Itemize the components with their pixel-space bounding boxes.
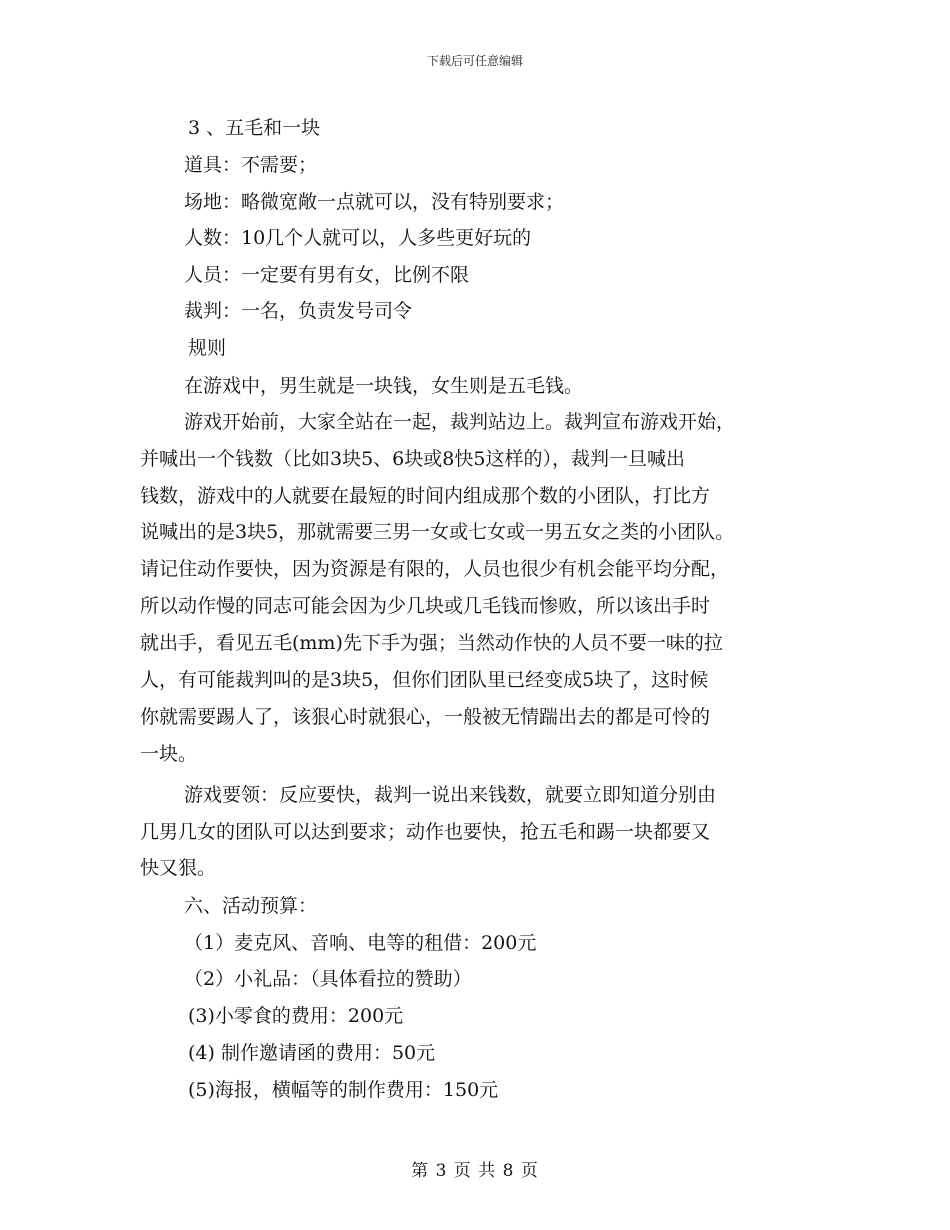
text-line: 人，有可能裁判叫的是3块5，但你们团队里已经变成5块了，这时候 xyxy=(140,669,709,691)
text-line: 钱数，游戏中的人就要在最短的时间内组成那个数的小团队，打比方 xyxy=(140,485,711,507)
text-line: 就出手，看见五毛(mm)先下手为强；当然动作快的人员不要一味的拉 xyxy=(140,632,723,654)
budget-item: (5)海报，横幅等的制作费用：150元 xyxy=(188,1079,499,1101)
text-line: 快又狠。 xyxy=(140,857,217,879)
text-line: 道具：不需要； xyxy=(184,154,318,176)
text-line: 一块。 xyxy=(140,743,198,765)
text-line: 人数：10几个人就可以，人多些更好玩的 xyxy=(184,227,532,249)
text-line: 游戏要领：反应要快，裁判一说出来钱数，就要立即知道分别由 xyxy=(184,784,717,806)
budget-item: （1）麦克风、音响、电等的租借：200元 xyxy=(184,932,537,954)
text-line: 说喊出的是3块5，那就需要三男一女或七女或一男五女之类的小团队。 xyxy=(140,521,735,543)
budget-item: （2）小礼品：（具体看拉的赞助） xyxy=(184,968,472,990)
text-line: 裁判：一名，负责发号司令 xyxy=(184,300,413,322)
budget-item: (3)小零食的费用：200元 xyxy=(188,1005,404,1027)
text-line: 人员：一定要有男有女，比例不限 xyxy=(184,264,470,286)
budget-item: (4) 制作邀请函的费用：50元 xyxy=(188,1042,436,1064)
text-line: 所以动作慢的同志可能会因为少几块或几毛钱而惨败，所以该出手时 xyxy=(140,595,711,617)
page-footer: 第 3 页 共 8 页 xyxy=(411,1161,539,1181)
text-line: 你就需要踢人了，该狠心时就狠心，一般被无情踹出去的都是可怜的 xyxy=(140,706,711,728)
text-line: 场地：略微宽敞一点就可以，没有特别要求； xyxy=(184,191,565,213)
text-line: 并喊出一个钱数（比如3块5、6块或8快5这样的），裁判一旦喊出 xyxy=(140,448,685,470)
text-line: 游戏开始前，大家全站在一起，裁判站边上。裁判宣布游戏开始， xyxy=(184,411,736,433)
text-line: 请记住动作要快，因为资源是有限的，人员也很少有机会能平均分配， xyxy=(140,558,730,580)
budget-heading: 六、活动预算： xyxy=(184,895,318,917)
rules-heading: 规则 xyxy=(188,337,227,359)
text-line: 在游戏中，男生就是一块钱，女生则是五毛钱。 xyxy=(184,375,584,397)
text-line: 几男几女的团队可以达到要求；动作也要快，抢五毛和踢一块都要又 xyxy=(140,821,711,843)
section-title: 3 、五毛和一块 xyxy=(188,117,321,139)
page-header: 下载后可任意编辑 xyxy=(426,54,523,68)
